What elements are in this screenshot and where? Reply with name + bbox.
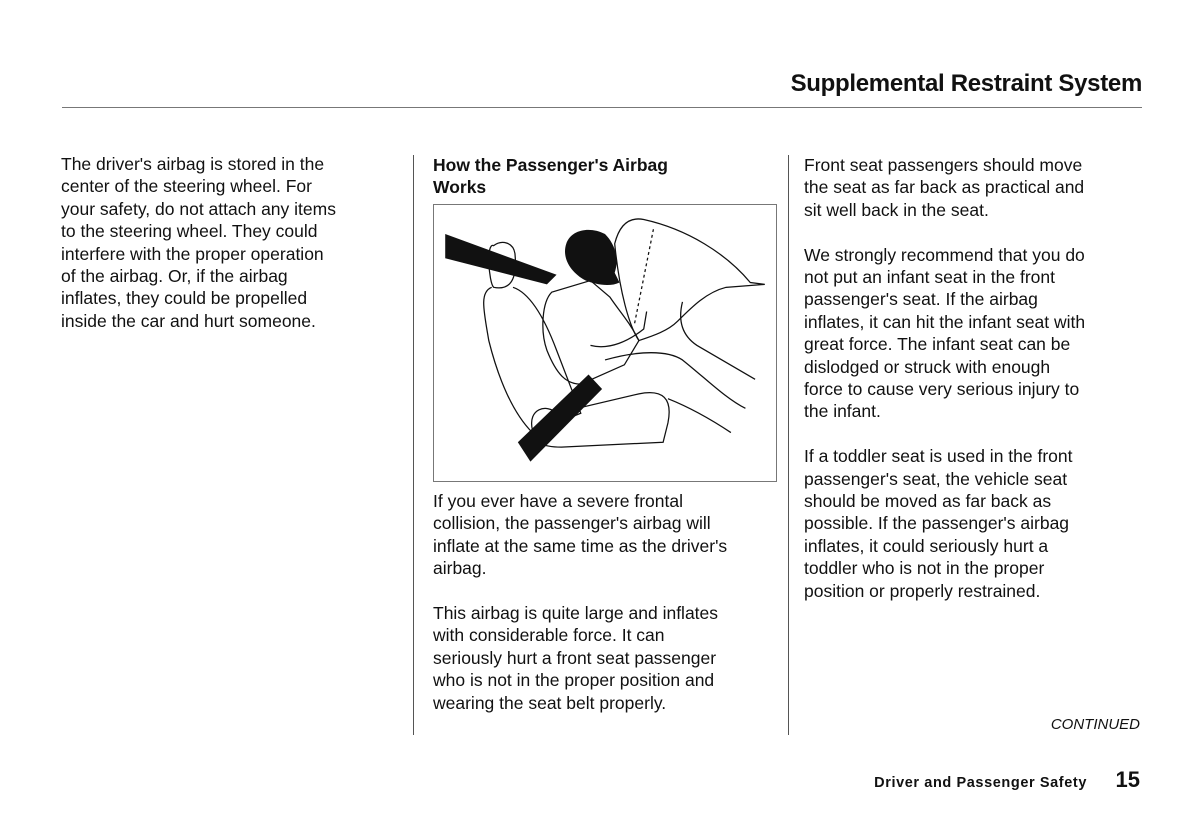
text-line: airbag.: [433, 558, 487, 579]
header-rule: [62, 107, 1142, 108]
shoulder-belt: [445, 234, 556, 284]
column-3: [804, 154, 1085, 624]
text-line: the infant.: [804, 401, 881, 422]
text-line: We strongly recommend that you do: [804, 244, 1085, 265]
column-1: [61, 153, 336, 355]
text-line: inflates, it could seriously hurt a: [804, 535, 1049, 556]
text-line: Front seat passengers should move: [804, 155, 1083, 175]
paragraph: [433, 602, 727, 714]
column-divider: [413, 155, 414, 735]
text-line: your safety, do not attach any items: [61, 198, 336, 219]
text-line: seriously hurt a front seat passenger: [433, 647, 717, 668]
text-line: interfere with the proper operation: [61, 243, 324, 264]
footer-section-title: Driver and Passenger Safety: [874, 775, 1087, 791]
text-line: collision, the passenger's airbag will: [433, 513, 711, 534]
text-line: center of the steering wheel. For: [61, 176, 312, 197]
paragraph: [804, 445, 1085, 602]
column-divider: [788, 155, 789, 735]
section-heading: [433, 154, 668, 199]
passenger-body: [543, 281, 639, 385]
airbag-illustration: [433, 204, 777, 482]
page-title: Supplemental Restraint System: [790, 70, 1142, 97]
lap-belt: [518, 374, 602, 461]
text-line: who is not in the proper position and: [433, 670, 715, 691]
text-line: toddler who is not in the proper: [804, 558, 1045, 579]
text-line: If a toddler seat is used in the front: [804, 446, 1073, 467]
text-line: passenger's seat, the vehicle seat: [804, 468, 1068, 489]
heading-line: How the Passenger's Airbag: [433, 155, 668, 175]
text-line: The driver's airbag is stored in the: [61, 154, 325, 174]
text-line: of the airbag. Or, if the airbag: [61, 266, 288, 287]
text-line: position or properly restrained.: [804, 580, 1041, 601]
text-line: inflates, it can hit the infant seat with: [804, 311, 1086, 332]
paragraph: [61, 153, 336, 332]
text-line: possible. If the passenger's airbag: [804, 513, 1070, 534]
paragraph: [433, 490, 727, 580]
column-2-body: [433, 490, 727, 736]
text-line: sit well back in the seat.: [804, 199, 989, 220]
text-line: with considerable force. It can: [433, 625, 665, 646]
text-line: the seat as far back as practical and: [804, 177, 1085, 198]
text-line: to the steering wheel. They could: [61, 221, 318, 242]
text-line: not put an infant seat in the front: [804, 267, 1056, 288]
text-line: If you ever have a severe frontal: [433, 491, 683, 511]
continued-label: CONTINUED: [1050, 716, 1140, 733]
heading-line: Works: [433, 177, 487, 198]
passenger-hair: [565, 230, 620, 285]
text-line: force to cause very serious injury to: [804, 379, 1080, 400]
text-line: great force. The infant seat can be: [804, 334, 1071, 355]
airbag: [615, 219, 765, 341]
paragraph: [804, 244, 1085, 423]
column-2: [433, 154, 668, 199]
text-line: should be moved as far back as: [804, 491, 1052, 512]
page-number: 15: [1115, 767, 1140, 792]
text-line: inflate at the same time as the driver's: [433, 535, 728, 556]
text-line: inflates, they could be propelled: [61, 288, 308, 309]
text-line: dislodged or struck with enough: [804, 356, 1051, 377]
text-line: inside the car and hurt someone.: [61, 310, 316, 331]
paragraph: [804, 154, 1085, 221]
text-line: wearing the seat belt properly.: [433, 692, 667, 713]
text-line: This airbag is quite large and inflates: [433, 603, 719, 624]
passenger-airbag-illustration: [434, 205, 776, 481]
text-line: passenger's seat. If the airbag: [804, 289, 1038, 310]
